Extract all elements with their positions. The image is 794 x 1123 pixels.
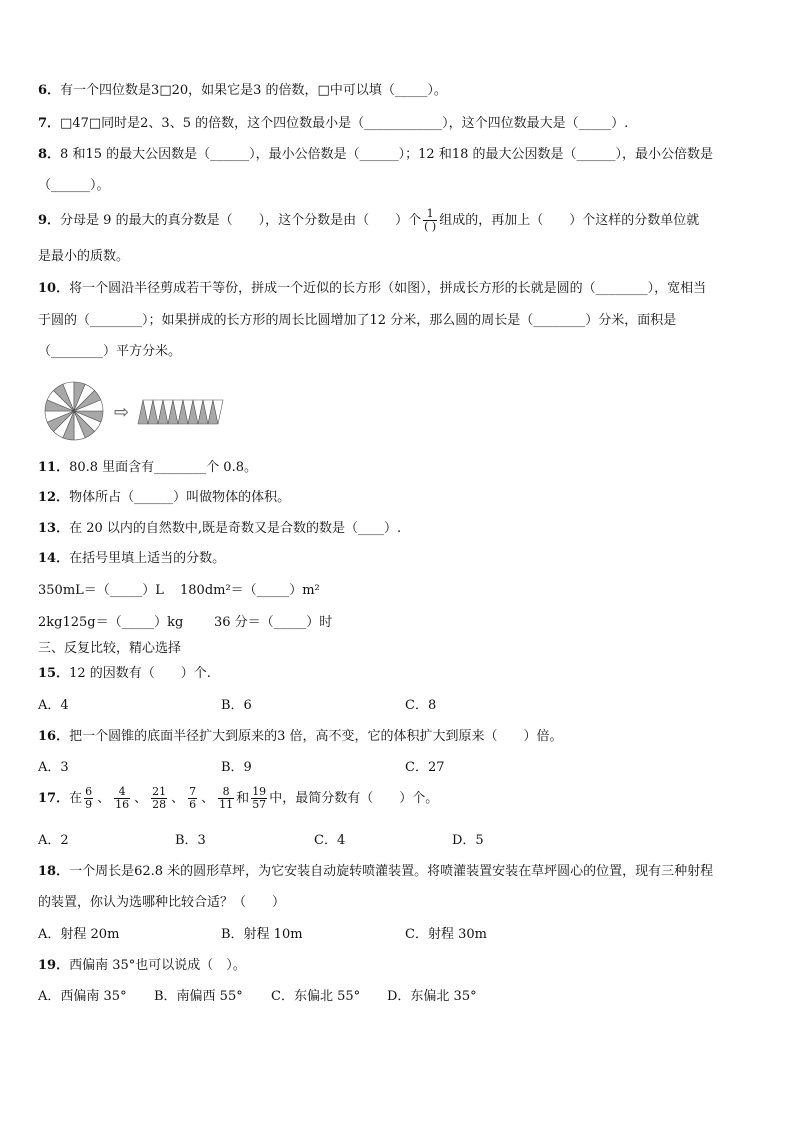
sectored-circle: [45, 382, 103, 440]
answer-blank[interactable]: _____: [121, 615, 155, 630]
option-a[interactable]: A．2: [38, 833, 69, 848]
arrow-icon: ⇨: [114, 402, 130, 423]
option-d[interactable]: D．5: [452, 833, 484, 848]
answer-blank[interactable]: _____: [109, 583, 143, 598]
question-text: 80.8 里面含有: [69, 460, 155, 475]
fraction-4-16: [114, 786, 130, 811]
question-text: 在 20 以内的自然数中,既是奇数又是合数的数是（: [69, 521, 359, 536]
fraction-21-28: [151, 786, 167, 811]
question-text: ）.: [384, 521, 402, 536]
question-8: [38, 146, 764, 164]
option-d[interactable]: D．东偏北 35°: [387, 989, 477, 1004]
option-b[interactable]: B．9: [221, 760, 252, 775]
question-16-options: [38, 759, 764, 777]
question-number: 11．: [38, 460, 70, 475]
question-10-line-2: [38, 312, 764, 330]
question-17: [38, 785, 764, 813]
question-number: 7．: [38, 116, 61, 131]
question-19: [38, 957, 764, 975]
question-17-options: [38, 832, 764, 850]
fraction-numerator: 8: [218, 786, 234, 799]
option-c[interactable]: C．东偏北 55°: [271, 989, 361, 1004]
fraction-19-57: [251, 786, 267, 811]
option-b[interactable]: B．3: [175, 833, 206, 848]
option-c[interactable]: C．27: [405, 760, 445, 775]
question-15-options: [38, 697, 764, 715]
question-18-options: [38, 926, 764, 944]
fraction-denominator: 6: [189, 798, 197, 811]
question-number: 9．: [38, 213, 61, 228]
question-18-line-2: [38, 894, 764, 912]
question-text: ），最小公倍数是: [615, 147, 714, 162]
fraction-numerator: 4: [114, 786, 130, 799]
question-text: 8 和15 的最大公因数是（: [60, 147, 211, 162]
fraction-numerator: 1: [423, 208, 437, 221]
fraction-numerator: 7: [189, 785, 197, 798]
figure-svg: [40, 380, 240, 442]
answer-blank[interactable]: ____________: [364, 116, 443, 131]
question-11: [38, 459, 764, 477]
option-a[interactable]: A．4: [38, 698, 69, 713]
question-text: 分母是 9 的最大的真分数是（ ），这个分数是由（ ）个: [60, 213, 422, 228]
fraction-8-11: [218, 786, 234, 811]
fraction: [423, 208, 437, 233]
question-text: 是最小的质数。: [38, 249, 130, 264]
conversion-item: [180, 582, 320, 600]
question-8-line-2: [38, 177, 764, 195]
answer-blank[interactable]: ______: [134, 490, 174, 505]
question-number: 15．: [38, 666, 70, 681]
fraction-denominator: ( ): [424, 220, 437, 233]
question-13: [38, 520, 764, 538]
question-14: [38, 550, 764, 568]
fraction-denominator: 57: [252, 798, 267, 811]
question-number: 8．: [38, 147, 61, 162]
answer-blank[interactable]: ________: [90, 313, 143, 328]
answer-blank[interactable]: ______: [210, 147, 250, 162]
option-b[interactable]: B．6: [221, 698, 252, 713]
question-text: ）.: [611, 116, 629, 131]
question-6: [38, 82, 764, 100]
separator: 、: [134, 791, 148, 806]
question-10: [38, 280, 764, 298]
answer-blank[interactable]: ________: [51, 344, 104, 359]
question-text: （: [38, 344, 52, 359]
conjunction: 和: [236, 791, 250, 806]
question-text: ），这个四位数最大是（: [442, 116, 579, 131]
answer-blank[interactable]: _____: [256, 583, 290, 598]
question-text: ）。: [90, 178, 110, 193]
question-text: 中，最简分数有（ ）个。: [269, 791, 439, 806]
answer-blank[interactable]: _____: [394, 83, 428, 98]
question-text: ）。: [427, 83, 447, 98]
question-text: 12 的因数有（ ）个.: [69, 666, 211, 681]
question-number: 13．: [38, 521, 70, 536]
question-18: [38, 863, 764, 881]
question-19-options: [38, 988, 764, 1006]
option-a[interactable]: A．3: [38, 760, 69, 775]
question-text: 在: [69, 791, 83, 806]
conversion-item: [214, 614, 332, 632]
question-number: 17．: [38, 791, 70, 806]
question-9-line-2: [38, 248, 764, 266]
question-14-row-1: [38, 582, 764, 600]
question-text: 西偏南 35°也可以说成（ ）。: [69, 958, 246, 973]
option-c[interactable]: C．射程 30m: [405, 927, 487, 942]
question-text: ），最小公倍数是（: [249, 147, 360, 162]
separator: 、: [171, 791, 185, 806]
fraction-denominator: 28: [152, 798, 167, 811]
question-text: ），宽相当: [647, 281, 707, 296]
conversion-item: [38, 614, 214, 632]
option-b[interactable]: B．南偏西 55°: [154, 989, 243, 1004]
question-text: 于圆的（: [38, 313, 91, 328]
answer-blank[interactable]: ________: [154, 460, 207, 475]
option-c[interactable]: C．8: [405, 698, 437, 713]
option-c[interactable]: C．4: [314, 833, 346, 848]
question-12: [38, 489, 764, 507]
conversion-item: [38, 582, 180, 600]
question-text: ）；12 和18 的最大公因数是（: [398, 147, 577, 162]
question-number: 12．: [38, 490, 70, 505]
conversion-left: 350mL＝（: [38, 583, 110, 598]
fraction-7-6: [188, 786, 197, 811]
answer-blank[interactable]: _____: [578, 116, 612, 131]
conversion-right: ）时: [306, 615, 333, 630]
question-text: ）；如果拼成的长方形的周长比圆增加了12 分米，那么圆的周长是（: [142, 313, 534, 328]
question-text: 组成的，再加上（ ）个这样的分数单位就: [439, 213, 700, 228]
separator: 、: [201, 791, 215, 806]
question-text: 将一个圆沿半径剪成若干等份，拼成一个近似的长方形（如图），拼成长方形的长就是圆的（: [69, 281, 596, 296]
question-number: 18．: [38, 864, 70, 879]
fraction-denominator: 16: [115, 798, 130, 811]
question-text: 物体所占（: [69, 490, 135, 505]
conversion-left: 36 分＝（: [214, 615, 274, 630]
question-9: [38, 208, 764, 234]
option-a[interactable]: A．射程 20m: [38, 927, 120, 942]
question-text: ）分米，面积是: [585, 313, 677, 328]
question-text: 有一个四位数是3□20，如果它是3 的倍数，□中可以填（: [60, 83, 395, 98]
question-text: 把一个圆锥的底面半径扩大到原来的3 倍，高不变，它的体积扩大到原来（ ）倍。: [69, 729, 563, 744]
circle-to-rectangle-figure: [40, 380, 240, 442]
question-16: [38, 728, 764, 746]
option-a[interactable]: A．西偏南 35°: [38, 989, 127, 1004]
option-b[interactable]: B．射程 10m: [221, 927, 303, 942]
answer-blank[interactable]: ______: [576, 147, 616, 162]
question-number: 10．: [38, 281, 70, 296]
answer-blank[interactable]: ______: [359, 147, 399, 162]
question-text: （: [38, 178, 52, 193]
fraction-6-9: [84, 786, 93, 811]
fraction-numerator: 21: [152, 785, 167, 798]
answer-blank[interactable]: _____: [273, 615, 307, 630]
question-text: 个 0.8。: [206, 460, 257, 475]
question-number: 14．: [38, 551, 70, 566]
conversion-left: 2kg125g＝（: [38, 615, 122, 630]
conversion-right: ）L: [142, 583, 164, 598]
question-14-row-2: [38, 614, 764, 632]
fraction-numerator: 6: [85, 785, 93, 798]
question-7: [38, 115, 764, 133]
question-number: 6．: [38, 83, 61, 98]
answer-blank[interactable]: ______: [51, 178, 91, 193]
question-number: 19．: [38, 958, 70, 973]
question-text: □47□同时是2、3、5 的倍数，这个四位数最小是（: [60, 116, 365, 131]
fraction-denominator: 9: [85, 798, 93, 811]
question-text: 一个周长是62.8 米的圆形草坪，为它安装自动旋转喷灌装置。将喷灌装置安装在草坪圆心的位置，现有三种射程: [69, 864, 714, 879]
answer-blank[interactable]: ________: [533, 313, 586, 328]
question-text: ）叫做物体的体积。: [173, 490, 291, 505]
conversion-right: ）kg: [154, 615, 184, 630]
separator: 、: [97, 791, 111, 806]
section-heading: 三、反复比较，精心选择: [38, 641, 182, 656]
answer-blank[interactable]: ____: [358, 521, 385, 536]
question-text: 在括号里填上适当的分数。: [69, 551, 226, 566]
question-text: 的装置，你认为选哪种比较合适？（ ）: [38, 895, 286, 910]
conversion-left: 180dm²＝（: [180, 583, 257, 598]
question-text: ）平方分米。: [103, 344, 182, 359]
question-number: 16．: [38, 729, 70, 744]
fraction-denominator: 11: [219, 798, 234, 811]
approx-rectangle: [138, 400, 223, 424]
question-10-line-3: [38, 343, 764, 361]
conversion-right: ）m²: [289, 583, 320, 598]
question-15: [38, 665, 764, 683]
fraction-numerator: 19: [252, 785, 267, 798]
answer-blank[interactable]: ________: [595, 281, 648, 296]
